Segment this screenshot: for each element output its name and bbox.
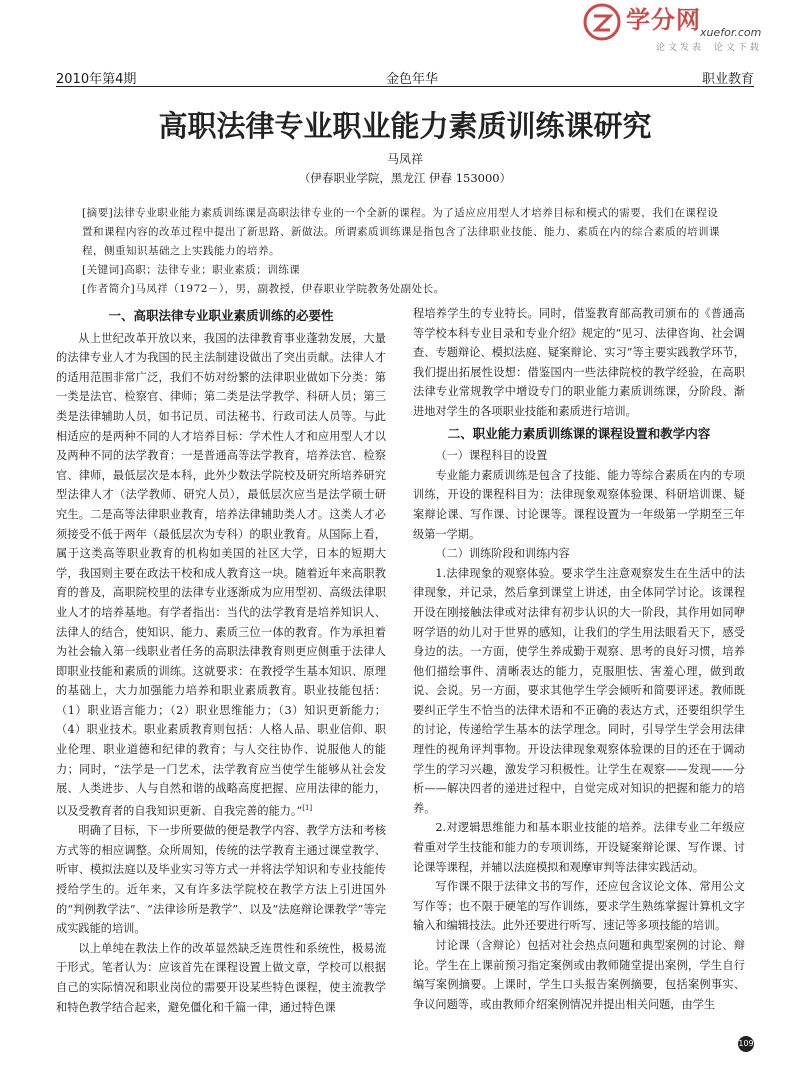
paragraph: 从上世纪改革开放以来，我国的法律教育事业蓬勃发展，大量的法律专业人才为我国的民主法制建设做出了突出贡献。法律人才的适用范围非常广泛，我们不妨对纷繁的法律职业做如下分类：第一类是法官、检察官、律师；第二类是法学教学、科研人员；第三类是法律辅助人员，如书记员、司法秘书、行政司法人员等。与此相适应的是两种不同的人才培养目标：学术性人才和应用型人才以及两种不同的法学教育：一是普通高等法学教育，培养法官、检察官、律师，最低层次是本科，此外少数法学院校及研究所培养研究型法律人才（法学教师、研究人员），最低层次应当是法学硕士研究生。二是高等法律职业教育，培养法律辅助类人才。这类人才必须接受不低于两年（最低层次为专科）的职业教育。从国际上看，属于这类高等职业教育的机构如美国的社区大学，日本的短期大学，我国则主要在政法干校和成人教育这一块。随着近年来高职教育的普及，高职院校里的法律专业逐渐成为应用型初、高级法律职业人才的培养基地。有学者指出：当代的法学教育是培养知识人、法律人的结合，使知识、能力、素质三位一体的教育。作为承担着为社会输入第一线职业者任务的高职法律教育则更应侧重于法律人即职业技能和素质的训练。这就要求：在教授学生基本知识、原理的基础上，大力加强能力培养和职业素质教育。职业技能包括：（1）职业语言能力；（2）职业思维能力；（3）知识更新能力；（4）职业技术。职业素质教育则包括：人格人品、职业信仰、职业伦理、职业道德和纪律的教育；与人交往协作、说服他人的能力；同时，“法学是一门艺术，法学教育应当使学生能够从社会发展、人类进步、人与自然和谐的战略高度把握、应用法律的能力，以及受教育者的自我知识更新、自我完善的能力。”[1] bbox=[56, 331, 386, 818]
running-header bbox=[56, 66, 754, 87]
page-number: 109 bbox=[738, 1036, 754, 1052]
logo-name: 学分网 bbox=[626, 6, 701, 34]
paragraph: 程培养学生的专业特长。同时，借鉴教育部高教司颁布的《普通高等学校本科专业目录和专业介绍》规定的“见习、法律咨询、社会调查、专题辩论、模拟法庭、疑案辩论、实习”等主要实践教学环节，我们提出拓展性设想：借鉴国内一些法律院校的教学经验，在高职法律专业常规教学中增设专门的职业能力素质训练课，分阶段、渐进地对学生的各项职业技能和素质进行培训。 bbox=[413, 307, 745, 418]
subsection-heading: （二）训练阶段和训练内容 bbox=[435, 547, 570, 561]
paragraph: 专业能力素质训练是包含了技能、能力等综合素质在内的专项训练，开设的课程科目为：法律现象观察体验课、科研培训课、疑案辩论课、写作课、讨论课等。课程设置为一年级第一学期至三年级第一学期。 bbox=[413, 468, 745, 541]
logo-domain: xuefor.com bbox=[700, 26, 762, 39]
section-label: 职业教育 bbox=[701, 72, 754, 87]
article-author: 马凤祥 bbox=[386, 152, 423, 166]
issue-label: 2010年第4期 bbox=[56, 72, 137, 87]
abstract bbox=[82, 204, 728, 261]
paragraph: 讨论课（含辩论）包括对社会热点问题和典型案例的讨论、辩论。学生在上课前预习指定案例或由教师随堂提出案例，学生自行编写案例摘要。上课时，学生口头报告案例摘要，包括案例事实、争议问题等，或由教师介绍案例情况并提出相关问题，由学生 bbox=[413, 939, 745, 1011]
bio-text: 马凤祥（1972－），男，副教授，伊春职业学院教务处副处长。 bbox=[135, 283, 445, 295]
author-affiliation: （伊春职业学院，黑龙江 伊春 153000） bbox=[298, 171, 512, 185]
citation-ref: [1] bbox=[302, 803, 313, 812]
section-heading-1: 一、高职法律专业职业素质训练的必要性 bbox=[108, 308, 334, 323]
paragraph: 明确了目标，下一步所要做的便是教学内容、教学方法和考核方式等的相应调整。众所周知，传统的法学教育主通过课堂教学、听审、模拟法庭以及毕业实习等方式一并将法学知识和专业技能传授给学生的。近年来，又有许多法学院校在教学方法上引进国外的“判例教学法”、“法律诊所是教学”、以及“法庭辩论课教学”等完成实践能的培训。 bbox=[56, 824, 386, 936]
abstract-label: [摘要] bbox=[82, 207, 114, 219]
section-heading-2: 二、职业能力素质训练课的课程设置和教学内容 bbox=[447, 425, 711, 441]
paragraph: 写作课不限于法律文书的写作，还应包含议论文体、常用公文写作等；也不限于硬笔的写作训练，要求学生熟练掌握计算机文字输入和编辑技法。此外还要进行听写、速记等多项技能的培训。 bbox=[413, 880, 745, 933]
right-column bbox=[413, 304, 745, 1014]
abstract-text: 法律专业职业能力素质训练课是高职法律专业的一个全新的课程。为了适应应用型人才培养目标和模式的需要，我们在课程设置和课程内容的改革过程中提出了新思路、新做法。所谓素质训练课是指包含了法律职业技能、能力、素质在内的综合素质的培训课程，侧重知识基础之上实践能力的培养。 bbox=[82, 207, 720, 257]
paragraph: 1.法律现象的观察体验。要求学生注意观察发生在生活中的法律现象，并记录，然后拿到课堂上讲述，由全体同学讨论。该课程开设在刚接触法律或对法律有初步认识的大一阶段，其作用如同咿呀学语的幼儿对于世界的感知，让我们的学生用法眼看天下，感受身边的法。一方面，使学生养成勤于观察、思考的良好习惯，培养他们描绘事件、清晰表达的能力，克服胆怯、害羞心理，做到敢说、会说。另一方面，要求其他学生学会倾听和简要评述。教师既要纠正学生不恰当的法律术语和不正确的表达方式，还要组织学生的讨论，传递给学生基本的法学理念。同时，引导学生学会用法律理性的视角评判事物。开设法律现象观察体验课的目的还在于调动学生的学习兴趣，激发学习积极性。让学生在观察——发现——分析——解决四者的递进过程中，自觉完成对知识的把握和能力的培养。 bbox=[413, 566, 745, 815]
left-column bbox=[56, 304, 386, 1017]
abstract-block bbox=[82, 204, 728, 299]
author-bio bbox=[82, 280, 728, 299]
paragraph: 2.对逻辑思维能力和基本职业技能的培养。法律专业二年级应着重对学生技能和能力的专项训练，开设疑案辩论课、写作课、讨论课等课程，并辅以法庭模拟和观摩审判等法律实践活动。 bbox=[413, 821, 745, 874]
logo-slogan: 论文发表 论文下载 bbox=[656, 43, 762, 53]
site-logo[interactable] bbox=[582, 0, 792, 58]
article-title: 高职法律专业职业能力素质训练课研究 bbox=[158, 109, 652, 143]
subsection-heading: （一）课程科目的设置 bbox=[435, 449, 548, 463]
journal-name: 金色年华 bbox=[386, 72, 439, 87]
keywords-text: 高职；法律专业；职业素质；训练课 bbox=[124, 264, 301, 276]
logo-mark-icon bbox=[582, 2, 622, 42]
keywords-label: [关键词] bbox=[82, 264, 125, 276]
keywords bbox=[82, 261, 728, 280]
bio-label: [作者简介] bbox=[82, 283, 136, 295]
paragraph: 以上单纯在教法上作的改革显然缺乏连贯性和系统性，极易流于形式。笔者认为：应该首先在课程设置上做文章，学校可以根据自己的实际情况和职业岗位的需要开设某些特色课程，使主流教学和特色教学结合起来，避免僵化和千篇一律，通过特色课 bbox=[56, 941, 386, 1014]
